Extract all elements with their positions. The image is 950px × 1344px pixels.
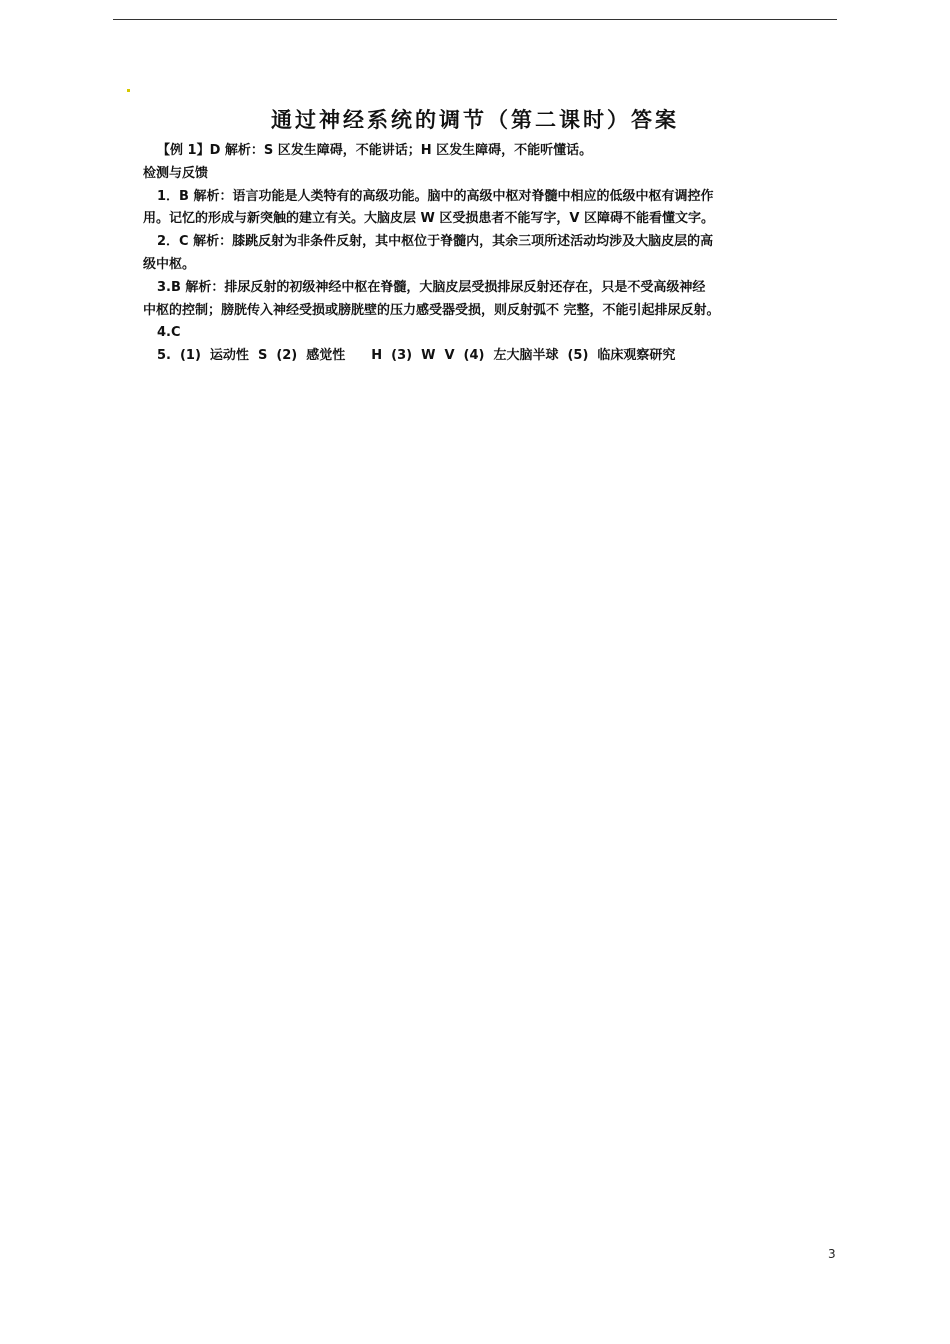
answer-5-part: 临床观察研究: [597, 348, 676, 364]
header-rule: [113, 19, 837, 20]
decorative-dot: [127, 89, 130, 92]
answer-5-part: (2): [276, 348, 298, 364]
answer-5-part: (1): [179, 348, 201, 364]
answer-5-part: W: [421, 348, 436, 364]
page-number: 3: [828, 1247, 836, 1261]
document-body: [143, 140, 803, 368]
answer-5-part: V: [444, 348, 455, 364]
answer-5-part: (4): [463, 348, 485, 364]
answer-2-line-1: 2．C 解析：膝跳反射为非条件反射，其中枢位于脊髓内，其余三项所述活动均涉及大脑皮层的高: [157, 234, 714, 250]
page-title: 通过神经系统的调节（第二课时）答案: [271, 107, 679, 132]
section-heading: 检测与反馈: [143, 165, 209, 181]
answer-1-line-2: 用。记忆的形成与新突触的建立有关。大脑皮层 W 区受损患者不能写字，V 区障碍不能看懂文字。: [143, 211, 714, 227]
answer-5-part: 5.: [157, 348, 171, 364]
example-answer: 【例 1】D 解析：S 区发生障碍，不能讲话；H 区发生障碍，不能听懂话。: [157, 143, 593, 158]
answer-3-line-2: 中枢的控制；膀胱传入神经受损或膀胱壁的压力感受器受损，则反射弧不 完整，不能引起排尿反射。: [143, 302, 720, 318]
answer-5-part: 运动性: [209, 348, 249, 364]
answer-5: [143, 345, 803, 368]
answer-5-part: S: [257, 348, 268, 364]
answer-3-line-1: 3.B 解析：排尿反射的初级神经中枢在脊髓，大脑皮层受损排尿反射还存在，只是不受高级神经: [157, 279, 706, 295]
answer-2-line-2: 级中枢。: [143, 256, 196, 272]
answer-5-part: 感觉性: [306, 348, 346, 364]
answer-5-part: 左大脑半球: [493, 348, 559, 364]
answer-4: 4.C: [157, 325, 181, 341]
answer-5-part: (5): [567, 348, 589, 364]
answer-5-part: H: [371, 348, 383, 364]
answer-5-part: (3): [391, 348, 413, 364]
answer-1-line-1: 1．B 解析：语言功能是人类特有的高级功能。脑中的高级中枢对脊髓中相应的低级中枢有调控作: [157, 188, 714, 204]
